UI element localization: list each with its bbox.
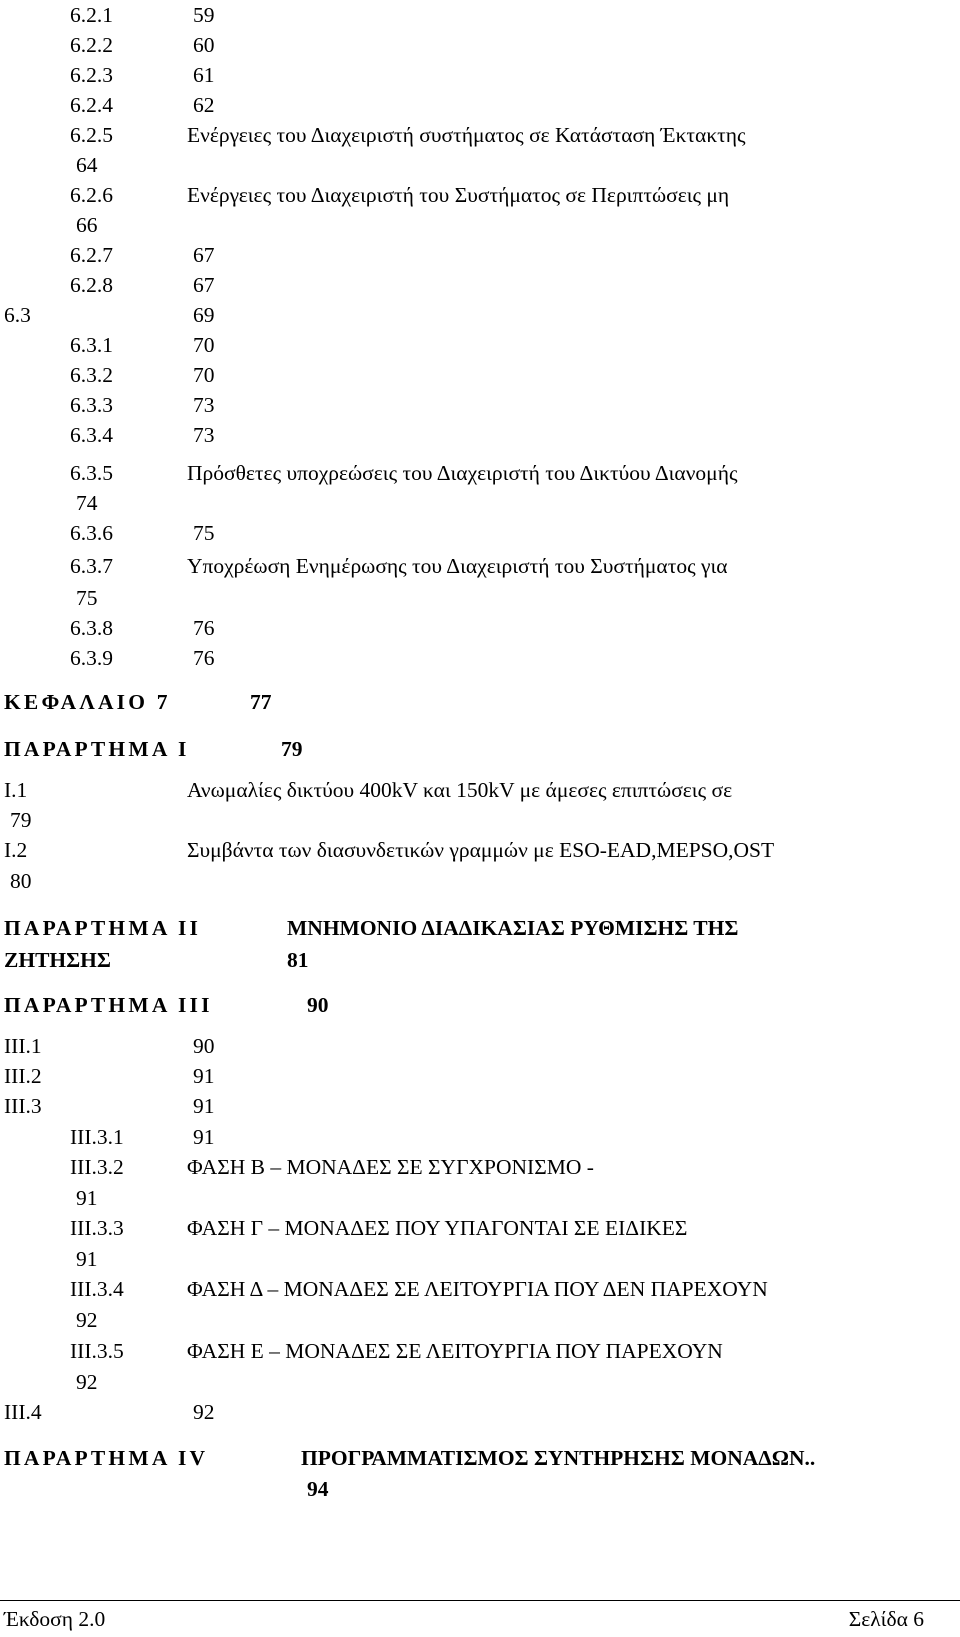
appendix-label: ΠΑΡΑΡΤΗΜΑ ΙΙ: [4, 916, 202, 940]
toc-entry-title: ΠΡΟΓΡΑΜΜΑΤΙΣΜΟΣ ΣΥΝΤΗΡΗΣΗΣ ΜΟΝΑΔΩΝ..: [301, 1446, 816, 1470]
toc-entry-title: Ενέργειες του Διαχειριστή του Συστήματος σε Περιπτώσεις μη: [187, 183, 730, 207]
toc-entry-title: ΜΝΗΜΟΝΙΟ ΔΙΑΔΙΚΑΣΙΑΣ ΡΥΘΜΙΣΗΣ ΤΗΣ: [287, 916, 739, 940]
toc-entry-number: 6.3.4: [70, 423, 113, 447]
toc-entry-number: III.3.4: [70, 1277, 124, 1301]
toc-entry-title-continued: ΖΗΤΗΣΗΣ: [4, 948, 111, 972]
toc-entry-title: Πρόσθετες υποχρεώσεις του Διαχειριστή του Δικτύου Διανομής: [187, 461, 738, 485]
toc-entry-number: 6.3.2: [70, 363, 113, 387]
toc-entry-page: 76: [193, 646, 215, 670]
toc-entry-page: 60: [193, 33, 215, 57]
toc-entry-page: 91: [193, 1125, 215, 1149]
toc-entry-page: 90: [307, 993, 329, 1017]
toc-entry-number: III.1: [4, 1034, 42, 1058]
toc-entry-page: 66: [76, 213, 98, 237]
toc-entry-title: ΦΑΣΗ Β – ΜΟΝΑΔΕΣ ΣΕ ΣΥΓΧΡΟΝΙΣΜΟ -: [187, 1155, 594, 1179]
toc-entry-page: 75: [193, 521, 215, 545]
chapter-label: ΚΕΦΑΛΑΙΟ 7: [4, 690, 171, 714]
toc-entry-page: 67: [193, 243, 215, 267]
toc-entry-number: 6.3.7: [70, 554, 113, 578]
toc-entry-number: III.3.5: [70, 1339, 124, 1363]
toc-entry-title: Ανωμαλίες δικτύου 400kV και 150kV με άμεσες επιπτώσεις σε: [187, 778, 733, 802]
toc-entry-number: III.2: [4, 1064, 42, 1088]
toc-entry-number: 6.2.4: [70, 93, 113, 117]
toc-entry-number: 6.2.5: [70, 123, 113, 147]
toc-entry-title: Ενέργειες του Διαχειριστή συστήματος σε Κατάσταση Έκτακτης: [187, 123, 746, 147]
toc-entry-page: 80: [10, 869, 32, 893]
toc-entry-page: 91: [76, 1186, 98, 1210]
toc-entry-title: Συμβάντα των διασυνδετικών γραμμών με ESO-EAD,MEPSO,OST: [187, 838, 775, 862]
toc-entry-page: 73: [193, 423, 215, 447]
toc-entry-page: 70: [193, 333, 215, 357]
toc-entry-page: 73: [193, 393, 215, 417]
toc-entry-number: I.2: [4, 838, 28, 862]
toc-entry-number: 6.3.1: [70, 333, 113, 357]
toc-entry-number: III.3.2: [70, 1155, 124, 1179]
toc-entry-number: 6.3.6: [70, 521, 113, 545]
toc-entry-page: 94: [307, 1477, 329, 1501]
appendix-label: ΠΑΡΑΡΤΗΜΑ ΙΙΙ: [4, 993, 213, 1017]
toc-entry-page: 76: [193, 616, 215, 640]
toc-entry-number: III.3: [4, 1094, 42, 1118]
toc-entry-page: 59: [193, 3, 215, 27]
toc-entry-number: III.3.3: [70, 1216, 124, 1240]
toc-entry-page: 70: [193, 363, 215, 387]
toc-entry-page: 69: [193, 303, 215, 327]
toc-entry-number: 6.3.8: [70, 616, 113, 640]
toc-entry-number: 6.3.5: [70, 461, 113, 485]
toc-entry-number: 6.2.3: [70, 63, 113, 87]
appendix-label: ΠΑΡΑΡΤΗΜΑ Ι: [4, 737, 190, 761]
toc-entry-title: ΦΑΣΗ Δ – ΜΟΝΑΔΕΣ ΣΕ ΛΕΙΤΟΥΡΓΙΑ ΠΟΥ ΔΕΝ ΠΑΡΕΧΟΥΝ: [187, 1277, 768, 1301]
toc-entry-number: 6.3: [4, 303, 31, 327]
toc-entry-page: 90: [193, 1034, 215, 1058]
toc-entry-number: 6.2.7: [70, 243, 113, 267]
toc-entry-number: 6.3.3: [70, 393, 113, 417]
toc-entry-page: 74: [76, 491, 98, 515]
toc-entry-page: 61: [193, 63, 215, 87]
toc-entry-page: 67: [193, 273, 215, 297]
toc-entry-number: 6.2.6: [70, 183, 113, 207]
toc-entry-number: 6.3.9: [70, 646, 113, 670]
toc-entry-page: 81: [287, 948, 309, 972]
toc-entry-number: I.1: [4, 778, 28, 802]
toc-entry-page: 79: [281, 737, 303, 761]
appendix-label: ΠΑΡΑΡΤΗΜΑ ΙV: [4, 1446, 209, 1470]
footer-rule: [0, 1600, 960, 1601]
toc-entry-title: ΦΑΣΗ Ε – ΜΟΝΑΔΕΣ ΣΕ ΛΕΙΤΟΥΡΓΙΑ ΠΟΥ ΠΑΡΕΧΟΥΝ: [187, 1339, 723, 1363]
toc-entry-page: 75: [76, 586, 98, 610]
footer-version: Έκδοση 2.0: [4, 1607, 106, 1631]
toc-entry-page: 79: [10, 808, 32, 832]
toc-entry-number: III.3.1: [70, 1125, 124, 1149]
toc-entry-title: ΦΑΣΗ Γ – ΜΟΝΑΔΕΣ ΠΟΥ ΥΠΑΓΟΝΤΑΙ ΣΕ ΕΙΔΙΚΕΣ: [187, 1216, 688, 1240]
toc-entry-page: 62: [193, 93, 215, 117]
toc-entry-page: 91: [193, 1064, 215, 1088]
toc-entry-page: 92: [193, 1400, 215, 1424]
toc-entry-page: 92: [76, 1370, 98, 1394]
toc-entry-page: 64: [76, 153, 98, 177]
toc-entry-page: 92: [76, 1308, 98, 1332]
toc-entry-page: 91: [193, 1094, 215, 1118]
footer-page-number: Σελίδα 6: [848, 1607, 924, 1631]
toc-entry-number: 6.2.1: [70, 3, 113, 27]
toc-entry-title: Υποχρέωση Ενημέρωσης του Διαχειριστή του Συστήματος για: [187, 554, 728, 578]
toc-entry-number: 6.2.8: [70, 273, 113, 297]
toc-entry-number: III.4: [4, 1400, 42, 1424]
toc-entry-page: 77: [250, 690, 272, 714]
toc-entry-number: 6.2.2: [70, 33, 113, 57]
toc-entry-page: 91: [76, 1247, 98, 1271]
